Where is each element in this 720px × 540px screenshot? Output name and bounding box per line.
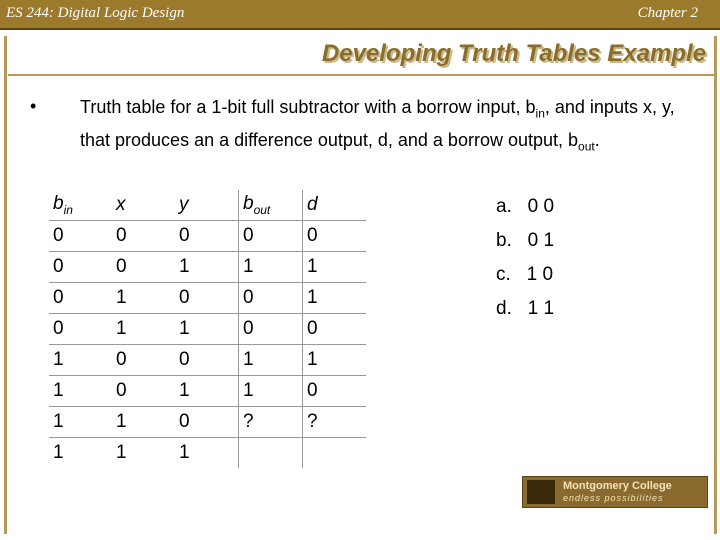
header-bin <box>49 190 112 221</box>
choice-a: a. 0 0 <box>496 196 555 217</box>
answer-choices <box>496 196 554 332</box>
table-cell: 0 <box>303 221 367 252</box>
choice-d: d. 1 1 <box>496 298 555 319</box>
header-bar <box>0 0 720 30</box>
truth-table-header <box>49 190 366 221</box>
table-cell: 1 <box>49 407 112 438</box>
table-cell: 1 <box>49 376 112 407</box>
table-cell: 0 <box>239 221 303 252</box>
choice-c: c. 1 0 <box>496 264 554 285</box>
table-cell: 1 <box>239 252 303 283</box>
logo-mark-icon <box>527 480 555 504</box>
table-cell: 1 <box>303 345 367 376</box>
table-cell: 1 <box>239 376 303 407</box>
table-cell: 0 <box>239 314 303 345</box>
table-cell: 1 <box>303 283 367 314</box>
statement-part: , and inputs x, y, that produces an a difference output, d, and a borrow output, b <box>80 97 675 150</box>
table-cell: 0 <box>175 407 239 438</box>
statement-part: . <box>594 129 600 150</box>
slide-title: Developing Truth Tables Example <box>321 40 706 67</box>
header-bin-main: b <box>53 193 64 215</box>
table-cell: 1 <box>239 345 303 376</box>
bullet-marker: • <box>30 96 37 116</box>
header-bout <box>239 190 303 221</box>
table-cell: ? <box>239 407 303 438</box>
frame-left <box>4 36 7 534</box>
header-x: x <box>116 194 126 215</box>
title-divider <box>8 74 714 76</box>
frame-right <box>714 36 717 534</box>
table-cell: 0 <box>49 283 112 314</box>
table-cell: 1 <box>112 314 175 345</box>
header-bout-sub: out <box>253 202 271 217</box>
table-cell: 0 <box>112 376 175 407</box>
table-cell: 1 <box>112 407 175 438</box>
table-cell: 1 <box>303 252 367 283</box>
header-bin-sub: in <box>63 202 73 217</box>
table-cell: 1 <box>112 438 175 469</box>
header-bout-main: b <box>243 193 254 215</box>
statement-part: Truth table for a 1-bit full subtractor with a borrow input, b <box>80 97 536 117</box>
table-cell: 1 <box>175 252 239 283</box>
header-y: y <box>179 194 189 215</box>
table-cell: 0 <box>175 283 239 314</box>
statement-subscript: in <box>535 106 545 121</box>
table-cell: 0 <box>303 376 367 407</box>
table-cell: 1 <box>49 438 112 469</box>
table-cell: 1 <box>175 314 239 345</box>
table-cell: 0 <box>112 221 175 252</box>
table-cell: 0 <box>49 221 112 252</box>
problem-statement <box>80 94 680 159</box>
table-cell: 1 <box>112 283 175 314</box>
choice-b: b. 0 1 <box>496 230 555 251</box>
table-row <box>49 407 366 438</box>
table-cell: 0 <box>175 221 239 252</box>
statement-subscript: out <box>578 139 595 154</box>
table-cell: 0 <box>239 283 303 314</box>
logo-tagline: endless possibilities <box>563 493 664 503</box>
logo-name: Montgomery College <box>563 480 672 492</box>
table-cell: 0 <box>175 345 239 376</box>
table-row <box>49 283 366 314</box>
table-cell <box>239 438 303 469</box>
table-row <box>49 221 366 252</box>
table-cell: ? <box>303 407 367 438</box>
truth-table <box>49 190 366 468</box>
table-cell: 0 <box>49 314 112 345</box>
table-row <box>49 345 366 376</box>
table-cell: 1 <box>175 438 239 469</box>
table-cell: 0 <box>303 314 367 345</box>
chapter-label: Chapter 2 <box>637 5 698 21</box>
college-logo <box>522 476 708 508</box>
table-row <box>49 438 366 469</box>
table-cell: 0 <box>49 252 112 283</box>
course-title: ES 244: Digital Logic Design <box>6 5 185 21</box>
table-row <box>49 314 366 345</box>
table-cell: 1 <box>175 376 239 407</box>
header-d: d <box>303 190 367 221</box>
table-row <box>49 376 366 407</box>
table-row <box>49 252 366 283</box>
table-cell: 0 <box>112 345 175 376</box>
table-cell: 1 <box>49 345 112 376</box>
table-cell: 0 <box>112 252 175 283</box>
table-cell <box>303 438 367 469</box>
